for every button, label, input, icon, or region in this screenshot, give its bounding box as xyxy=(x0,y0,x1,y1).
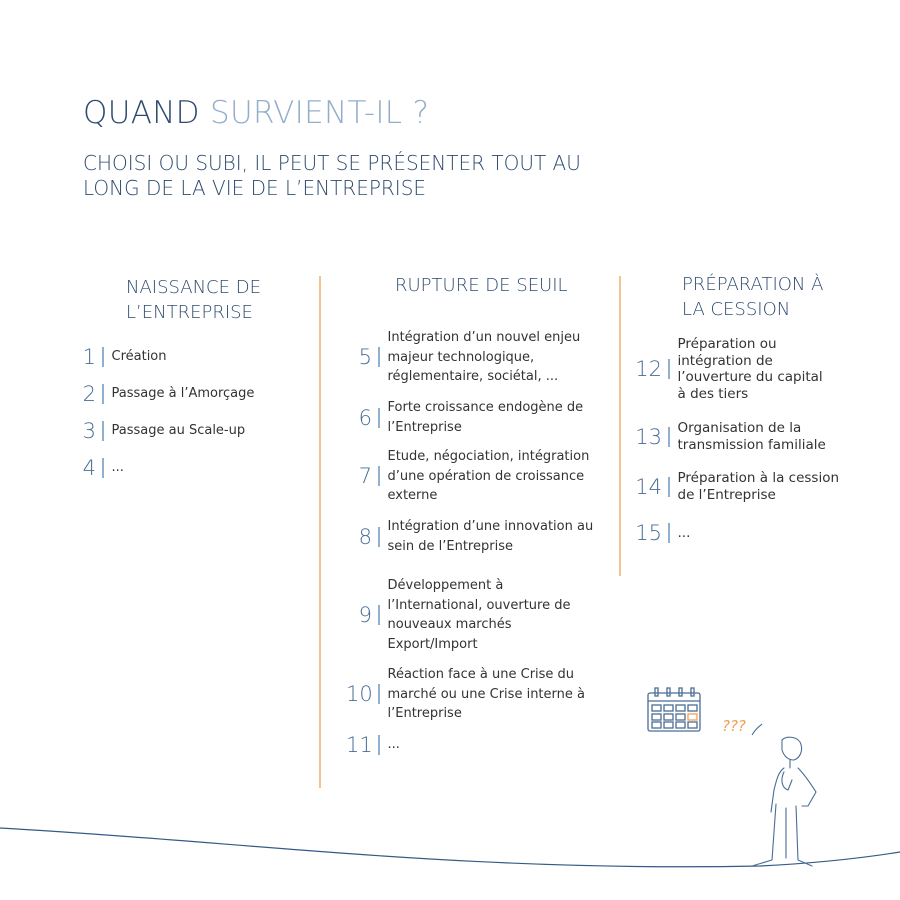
item-text: Forte croissance endogène de l’Entreprise xyxy=(387,400,584,435)
item-text: Préparation ou intégration de l’ouverture du capital à des tiers xyxy=(677,336,823,402)
item-number: 2 xyxy=(82,382,96,406)
column-title-preparation: PRÉPARATION À LA CESSION xyxy=(682,274,824,320)
item-number: 9 xyxy=(358,603,372,628)
thinking-person-icon xyxy=(752,737,816,866)
column-title-rupture: RUPTURE DE SEUIL xyxy=(395,275,568,296)
item-number: 10 xyxy=(346,682,373,707)
item-text: Passage au Scale-up xyxy=(111,423,246,439)
ground-line xyxy=(0,828,900,867)
title-part-quand: QUAND xyxy=(83,95,200,131)
title-part-survient: SURVIENT-IL ? xyxy=(210,95,430,131)
item-text: Passage à l’Amorçage xyxy=(111,386,255,402)
calendar-highlight-cell xyxy=(688,714,697,720)
item-text: Etude, négociation, intégration d’une opération de croissance externe xyxy=(387,449,590,504)
calendar-icon xyxy=(648,688,700,731)
item-number: 5 xyxy=(358,345,372,370)
page-subtitle: CHOISI OU SUBI, IL PEUT SE PRÉSENTER TOUT AU LONG DE LA VIE DE L’ENTREPRISE xyxy=(83,151,581,200)
item-number: 15 xyxy=(635,521,662,545)
item-text: Développement à l’International, ouverture de nouveaux marchés Export/Import xyxy=(387,578,571,652)
item-text: Création xyxy=(111,349,167,365)
item-number: 14 xyxy=(635,474,662,499)
item-text: Préparation à la cession de l’Entreprise xyxy=(677,470,840,503)
question-marks: ??? xyxy=(722,717,746,735)
item-text: Intégration d’une innovation au sein de l’Entreprise xyxy=(387,519,594,554)
item-number: 3 xyxy=(82,419,96,443)
item-number: 4 xyxy=(82,456,96,480)
item-text: Intégration d’un nouvel enjeu majeur technologique, réglementaire, sociétal, ... xyxy=(387,330,581,385)
item-number: 8 xyxy=(358,524,372,549)
item-text: ... xyxy=(387,737,400,753)
item-number: 13 xyxy=(635,424,662,449)
item-number: 12 xyxy=(635,357,662,381)
item-number: 6 xyxy=(358,405,372,430)
thought-line xyxy=(752,724,762,735)
item-text: Organisation de la transmission familiale xyxy=(677,420,826,453)
item-text: ... xyxy=(677,524,691,541)
item-text: ... xyxy=(111,460,124,476)
column-title-naissance: NAISSANCE DE L’ENTREPRISE xyxy=(126,277,261,323)
item-text: Réaction face à une Crise du marché ou une Crise interne à l’Entreprise xyxy=(387,667,585,722)
item-number: 1 xyxy=(82,345,96,369)
item-number: 7 xyxy=(358,464,372,489)
item-number: 11 xyxy=(346,733,373,757)
